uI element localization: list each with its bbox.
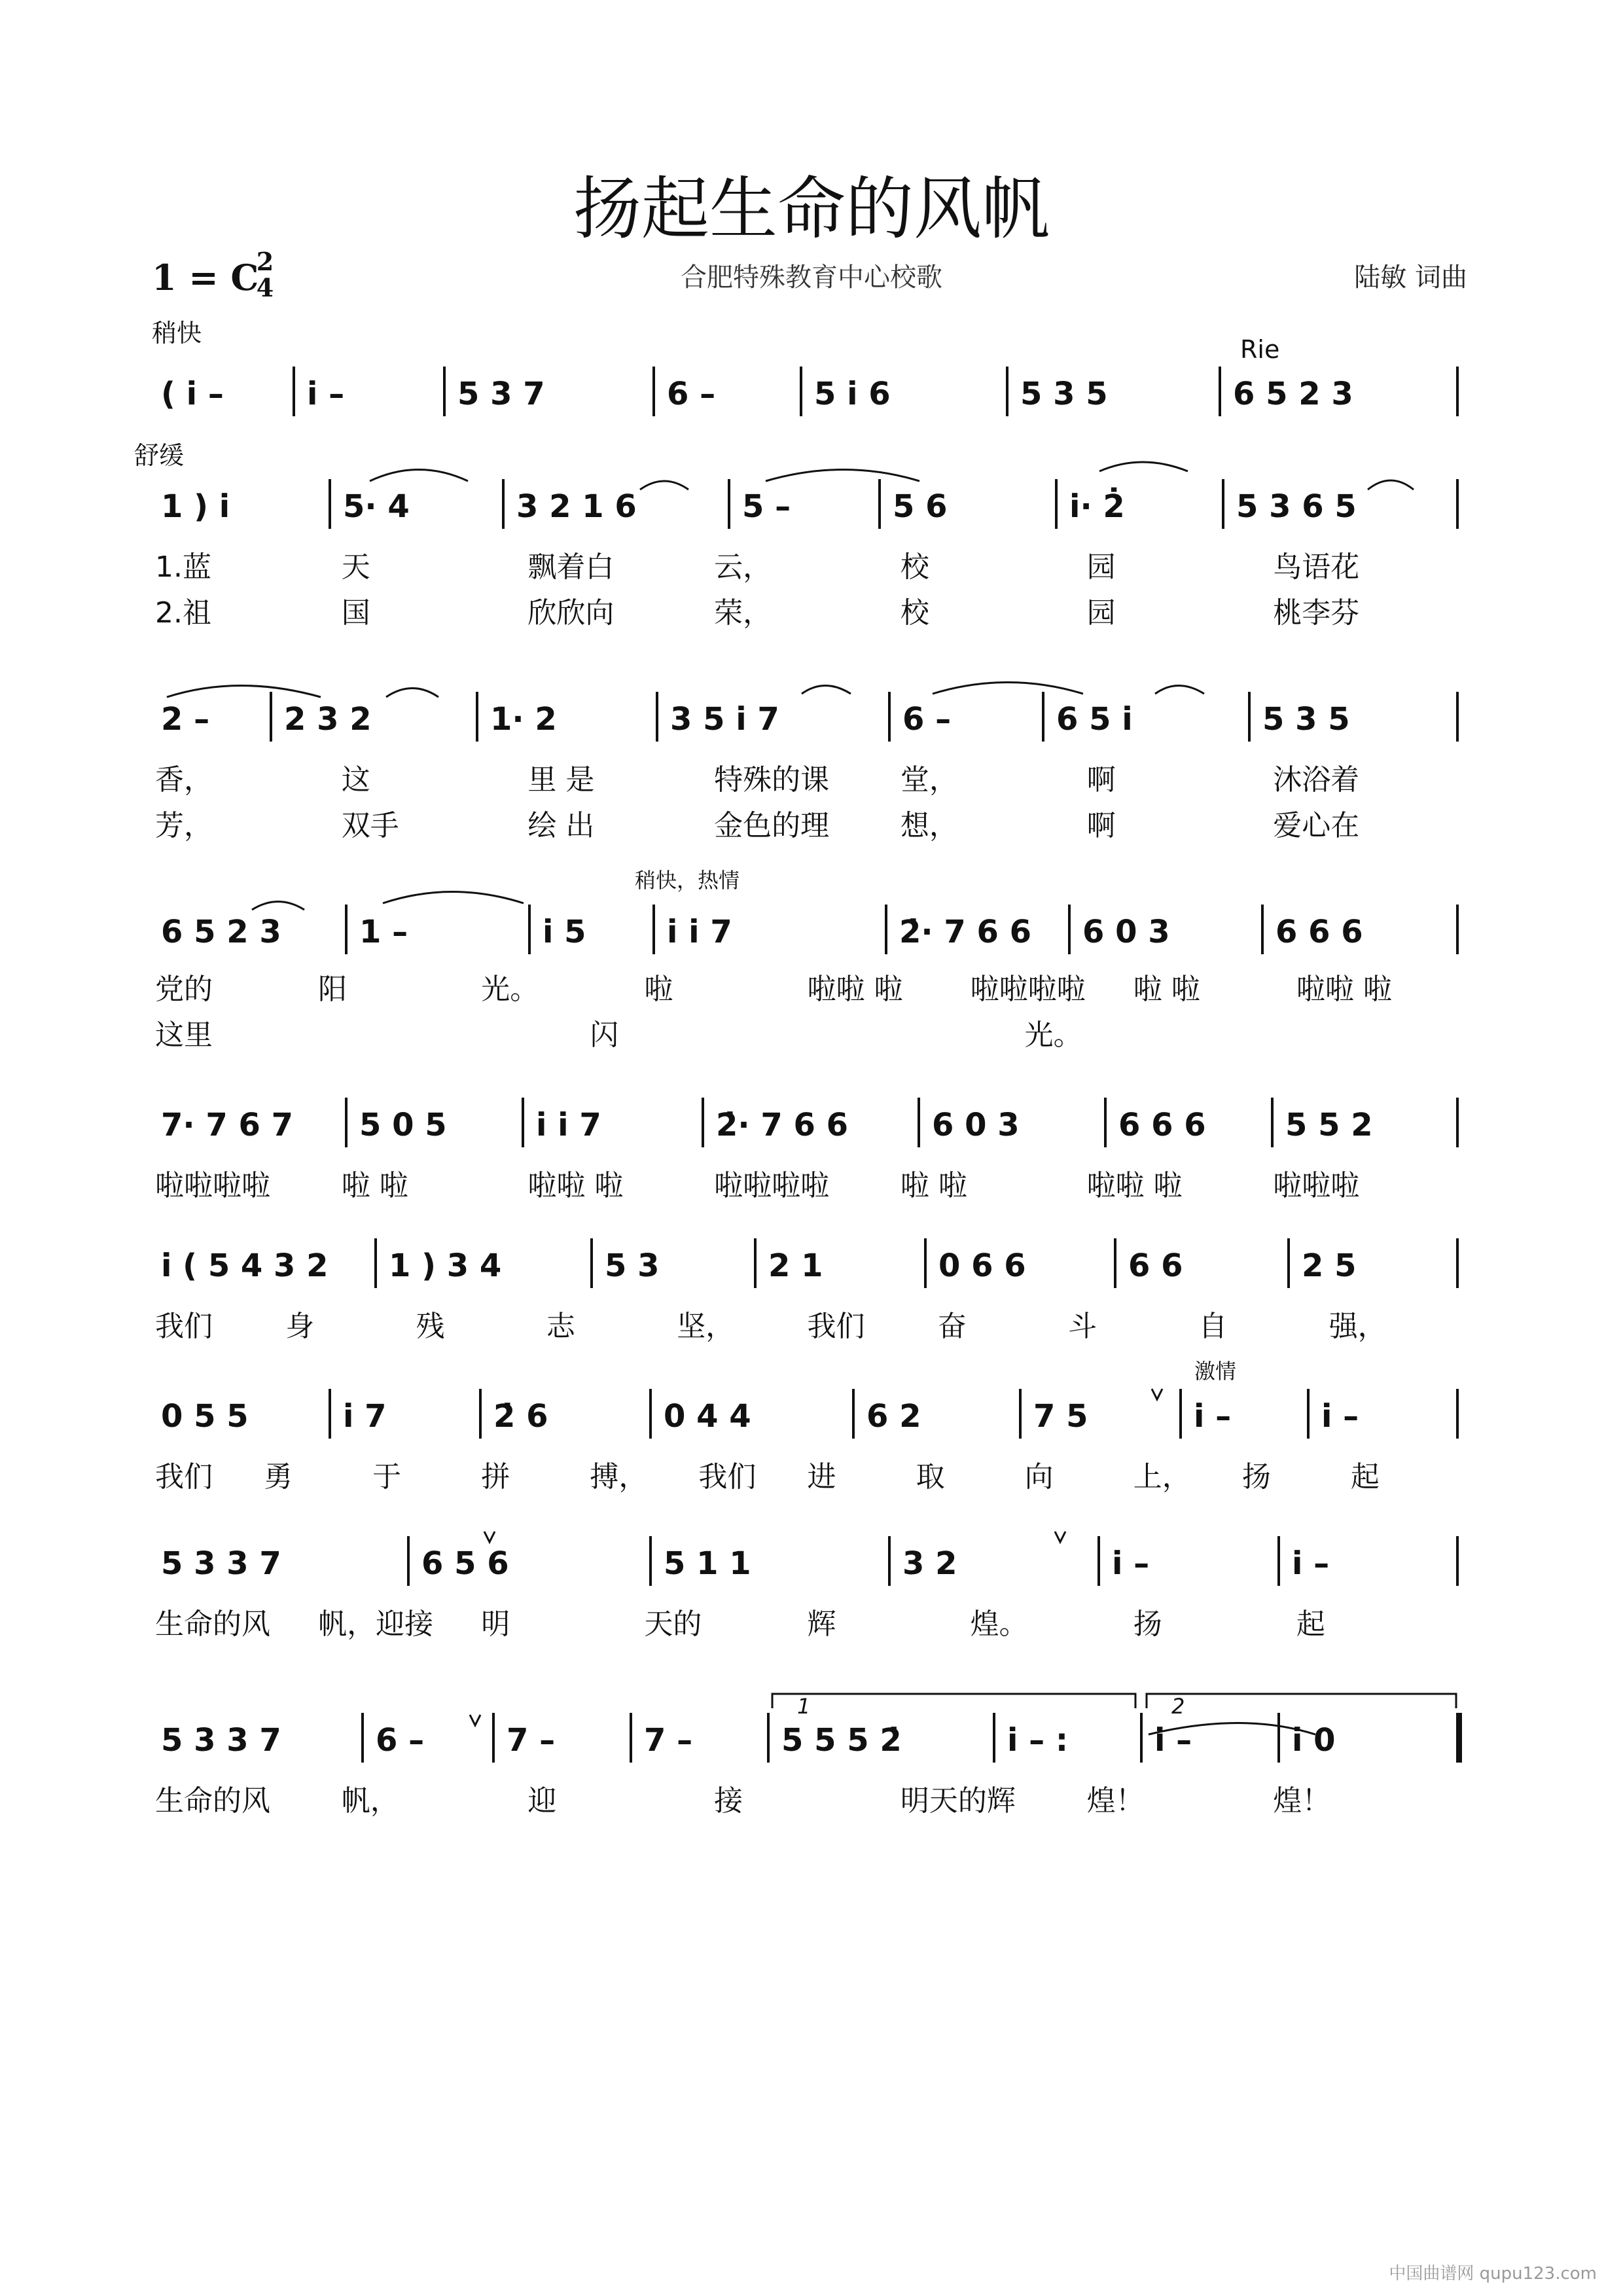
measure-notes: i̇ – (307, 376, 345, 412)
lyric-word: 啦啦 啦 (1086, 1169, 1183, 1202)
measure-notes: 6 5 2 3 (1233, 376, 1353, 412)
watermark-logo: 中国曲谱网 qupu123.com (1389, 2264, 1597, 2284)
tempo-mark: 稍快，热情 (635, 868, 740, 893)
notes-row (0, 1394, 1623, 1446)
lyric-word: 进 (807, 1460, 836, 1494)
lyric-word: 扬 (1133, 1607, 1162, 1641)
measure-notes: 1· 2 (490, 701, 557, 738)
barline (1277, 1536, 1280, 1586)
lyric-word: 啦啦啦啦 (970, 973, 1086, 1006)
lyric-word: 煌。 (970, 1607, 1028, 1641)
barline (702, 1098, 704, 1147)
barline (728, 479, 730, 529)
barline (924, 1238, 927, 1288)
measure-notes: i̇ ( 5 4 3 2 (161, 1247, 329, 1284)
key-signature: 1 = C (152, 257, 259, 298)
lyric-word: 沐浴着 (1273, 763, 1360, 797)
lyric-word: 坚， (677, 1310, 735, 1343)
measure-notes: i̇ – : (1007, 1722, 1069, 1759)
tempo-mark: Rie (1240, 335, 1280, 364)
lyric-word: 这里 (155, 1018, 213, 1052)
measure-notes: i̇ i̇ 7 (536, 1107, 601, 1143)
measure-notes: 6 6 6 (1118, 1107, 1206, 1143)
barline (374, 1238, 377, 1288)
notes-row (0, 484, 1623, 537)
lyric-word: 我们 (807, 1310, 865, 1343)
lyric-word: 2.祖 (155, 596, 211, 630)
measure-notes: 7· 7 6 7 (161, 1107, 293, 1143)
lyric-word: 绘 出 (527, 809, 595, 842)
lyric-word: 我们 (155, 1310, 213, 1343)
lyric-word: 搏， (590, 1460, 648, 1494)
lyric-word: 接 (714, 1784, 743, 1818)
barline (492, 1713, 495, 1763)
volta-1-label: 1 (797, 1694, 811, 1719)
lyric-word: 身 (285, 1310, 315, 1343)
barline (1456, 479, 1459, 529)
measure-notes: 3 2 (902, 1545, 957, 1582)
barline (1219, 367, 1221, 416)
notes-row (0, 697, 1623, 749)
time-signature-top: 2 (256, 247, 274, 276)
barline (1055, 479, 1058, 529)
lyric-word: 自 (1198, 1310, 1228, 1343)
measure-notes: 5 3 3 7 (161, 1722, 281, 1759)
lyric-word: 校 (900, 596, 929, 630)
barline (407, 1536, 410, 1586)
barline (1261, 905, 1264, 954)
lyric-word: 啦 啦 (341, 1169, 408, 1202)
barline (1456, 367, 1459, 416)
notes-row (0, 372, 1623, 424)
barline (1006, 367, 1008, 416)
barline (1456, 1536, 1459, 1586)
tempo-mark: 舒缓 (134, 441, 185, 470)
barline (590, 1238, 593, 1288)
barline (885, 905, 887, 954)
measure-notes: 2 5 (1302, 1247, 1357, 1284)
lyric-word: 光。 (1024, 1018, 1082, 1052)
measure-notes: 5 3 3 7 (161, 1545, 281, 1582)
barline (345, 1098, 348, 1147)
lyric-word: 向 (1024, 1460, 1054, 1494)
measure-notes: 5 3 7 (457, 376, 545, 412)
composer-credit: 陆敏 词曲 (1354, 262, 1467, 293)
barline (878, 479, 881, 529)
measure-notes: 2̇ 6 (493, 1398, 548, 1435)
barline (345, 905, 348, 954)
lyric-word: 煌！ (1086, 1784, 1145, 1818)
lyric-word: 起 (1350, 1460, 1380, 1494)
measure-notes: 5 6 (893, 488, 948, 525)
measure-notes: i̇ 0 (1292, 1722, 1336, 1759)
measure-notes: 6 6 6 (1275, 914, 1363, 950)
barline (479, 1389, 482, 1439)
lyric-word: 啦啦啦啦 (155, 1169, 270, 1202)
lyric-word: 啦啦 啦 (527, 1169, 624, 1202)
lyric-word: 金色的理 (714, 809, 830, 842)
barline (800, 367, 802, 416)
measure-notes: 1 ) 3 4 (389, 1247, 502, 1284)
lyric-word: 取 (916, 1460, 945, 1494)
barline (1114, 1238, 1116, 1288)
lyric-word: 园 (1086, 550, 1116, 584)
barline (1456, 692, 1459, 742)
measure-notes: i̇ 7 (343, 1398, 387, 1435)
measure-notes: 5· 4 (343, 488, 410, 525)
lyric-word: 党的 (155, 973, 213, 1006)
lyric-word: 荣， (714, 596, 772, 630)
lyric-word: 园 (1086, 596, 1116, 630)
barline (1277, 1713, 1280, 1763)
lyric-word: 我们 (155, 1460, 213, 1494)
lyric-word: 啦 啦 (900, 1169, 967, 1202)
lyric-word: 明 (481, 1607, 510, 1641)
song-title: 扬起生命的风帆 (573, 169, 1050, 249)
lyric-word: 想， (900, 809, 958, 842)
lyric-word: 桃李芬 (1273, 596, 1360, 630)
barline (361, 1713, 364, 1763)
measure-notes: 7 – (644, 1722, 693, 1759)
lyric-word: 我们 (698, 1460, 757, 1494)
lyric-word: 辉 (807, 1607, 836, 1641)
barline (1287, 1238, 1290, 1288)
barline (1456, 905, 1459, 954)
measure-notes: 6 0 3 (932, 1107, 1020, 1143)
lyric-word: 啊 (1086, 809, 1116, 842)
barline (1097, 1536, 1100, 1586)
barline (1271, 1098, 1274, 1147)
measure-notes: i̇ – (1154, 1722, 1192, 1759)
lyric-word: 芳， (155, 809, 213, 842)
lyric-word: 拼 (481, 1460, 510, 1494)
lyric-word: 帆，迎接 (318, 1607, 434, 1641)
lyric-word: 里 是 (527, 763, 595, 797)
lyric-word: 上， (1133, 1460, 1191, 1494)
time-signature-bottom: 4 (256, 273, 274, 302)
lyric-word: 生命的风 (155, 1607, 270, 1641)
measure-notes: 5 3 5 (1020, 376, 1108, 412)
notes-row (0, 1244, 1623, 1296)
measure-notes: 5 5 2 (1285, 1107, 1373, 1143)
barline (993, 1713, 995, 1763)
measure-notes: 5 5 5 2̇ (781, 1722, 902, 1759)
lyric-word: 啊 (1086, 763, 1116, 797)
barline (1042, 692, 1044, 742)
measure-notes: 5 3 5 (1262, 701, 1350, 738)
barline (528, 905, 531, 954)
measure-notes: i̇ – (1194, 1398, 1232, 1435)
measure-notes: 3 5 i̇ 7 (670, 701, 779, 738)
barline (1456, 1238, 1459, 1288)
measure-notes: i̇ – (1292, 1545, 1330, 1582)
lyric-word: 明天的辉 (900, 1784, 1016, 1818)
lyric-word: 啦 啦 (1133, 973, 1200, 1006)
measure-notes: 6 5 2 3 (161, 914, 281, 950)
lyric-word: 残 (416, 1310, 445, 1343)
measure-notes: 1 – (359, 914, 408, 950)
lyric-word: 于 (372, 1460, 402, 1494)
lyric-word: 强， (1329, 1310, 1387, 1343)
measure-notes: 2 1 (768, 1247, 823, 1284)
barline (649, 1536, 652, 1586)
lyric-word: 阳 (318, 973, 348, 1006)
measure-notes: 1 ) i̇ (161, 488, 230, 525)
lyric-word: 云， (714, 550, 772, 584)
barline (754, 1238, 757, 1288)
measure-notes: 5 3 (605, 1247, 660, 1284)
barline (1456, 1713, 1462, 1763)
lyric-word: 欣欣向 (527, 596, 615, 630)
lyric-word: 这 (341, 763, 370, 797)
barline (852, 1389, 855, 1439)
measure-notes: 6 – (902, 701, 952, 738)
lyric-word: 堂， (900, 763, 958, 797)
barline (918, 1098, 920, 1147)
barline (476, 692, 478, 742)
measure-notes: 0 4 4 (664, 1398, 751, 1435)
notes-row (0, 1541, 1623, 1594)
notes-row (0, 1718, 1623, 1770)
measure-notes: 5 i̇ 6 (814, 376, 891, 412)
barline (1140, 1713, 1143, 1763)
barline (1456, 1098, 1459, 1147)
barline (1307, 1389, 1310, 1439)
lyric-word: 迎 (527, 1784, 557, 1818)
lyric-word: 啦 (644, 973, 673, 1006)
barline (502, 479, 505, 529)
lyric-word: 煌！ (1273, 1784, 1331, 1818)
lyric-word: 天 (341, 550, 370, 584)
barline (293, 367, 295, 416)
measure-notes: i̇· 2̇ (1069, 488, 1125, 525)
lyric-word: 闪 (590, 1018, 619, 1052)
barline (652, 905, 655, 954)
barline (1068, 905, 1071, 954)
barline (329, 479, 331, 529)
barline (1222, 479, 1224, 529)
measure-notes: 3 2 1 6 (516, 488, 637, 525)
measure-notes: 7 – (507, 1722, 556, 1759)
lyric-word: 国 (341, 596, 370, 630)
lyric-word: 爱心在 (1273, 809, 1360, 842)
barline (888, 692, 891, 742)
barline (522, 1098, 524, 1147)
volta-2-label: 2 (1171, 1694, 1185, 1719)
notes-row (0, 910, 1623, 962)
barline (649, 1389, 652, 1439)
measure-notes: 2 – (161, 701, 210, 738)
lyric-word: 起 (1296, 1607, 1325, 1641)
tempo-mark: 激情 (1194, 1359, 1237, 1384)
measure-notes: 5 – (742, 488, 791, 525)
notes-row (0, 1103, 1623, 1155)
measure-notes: 5 0 5 (359, 1107, 447, 1143)
barline (1456, 1389, 1459, 1439)
lyric-word: 勇 (264, 1460, 293, 1494)
lyric-word: 飘着白 (527, 550, 615, 584)
measure-notes: 6 0 3 (1082, 914, 1170, 950)
lyric-word: 志 (546, 1310, 575, 1343)
lyric-word: 生命的风 (155, 1784, 270, 1818)
tempo-mark: 稍快 (152, 319, 202, 348)
lyric-word: 啦啦啦 (1273, 1169, 1360, 1202)
measure-notes: i̇ 5 (543, 914, 586, 950)
barline (652, 367, 655, 416)
measure-notes: 0 5 5 (161, 1398, 249, 1435)
measure-notes: 2 3 2 (284, 701, 372, 738)
measure-notes: 6 6 (1128, 1247, 1183, 1284)
lyric-word: 斗 (1068, 1310, 1097, 1343)
measure-notes: 5 3 6 5 (1236, 488, 1357, 525)
measure-notes: 6 5 i̇ (1056, 701, 1133, 738)
lyric-word: 香， (155, 763, 213, 797)
lyric-word: 啦啦啦啦 (714, 1169, 830, 1202)
lyric-word: 特殊的课 (714, 763, 830, 797)
barline (443, 367, 446, 416)
lyric-word: 啦啦 啦 (807, 973, 903, 1006)
barline (329, 1389, 331, 1439)
measure-notes: i̇ – (1112, 1545, 1150, 1582)
measure-notes: 7 5 (1033, 1398, 1088, 1435)
lyric-word: 鸟语花 (1273, 550, 1360, 584)
barline (270, 692, 272, 742)
barline (1248, 692, 1251, 742)
measure-notes: i̇ – (1321, 1398, 1359, 1435)
barline (1019, 1389, 1022, 1439)
lyric-word: 双手 (341, 809, 399, 842)
measure-notes: 6 – (667, 376, 716, 412)
barline (656, 692, 658, 742)
measure-notes: i̇ i̇ 7 (667, 914, 732, 950)
measure-notes: 5 1 1 (664, 1545, 751, 1582)
lyric-word: 1.蓝 (155, 550, 211, 584)
measure-notes: 6 5 6 (421, 1545, 509, 1582)
measure-notes: 0 6 6 (938, 1247, 1026, 1284)
measure-notes: ( i̇ – (161, 376, 224, 412)
lyric-word: 扬 (1241, 1460, 1271, 1494)
lyric-word: 校 (900, 550, 929, 584)
lyric-word: 奋 (937, 1310, 967, 1343)
lyric-word: 光。 (481, 973, 539, 1006)
measure-notes: 2̇· 7 6 6 (899, 914, 1031, 950)
barline (767, 1713, 770, 1763)
lyric-word: 啦啦 啦 (1296, 973, 1392, 1006)
lyric-word: 天的 (644, 1607, 702, 1641)
measure-notes: 6 2 (866, 1398, 921, 1435)
barline (1179, 1389, 1182, 1439)
barline (630, 1713, 632, 1763)
lyric-word: 帆， (341, 1784, 399, 1818)
subtitle: 合肥特殊教育中心校歌 (681, 262, 942, 293)
barline (1104, 1098, 1107, 1147)
measure-notes: 6 – (376, 1722, 425, 1759)
measure-notes: 2̇· 7 6 6 (716, 1107, 848, 1143)
barline (888, 1536, 891, 1586)
